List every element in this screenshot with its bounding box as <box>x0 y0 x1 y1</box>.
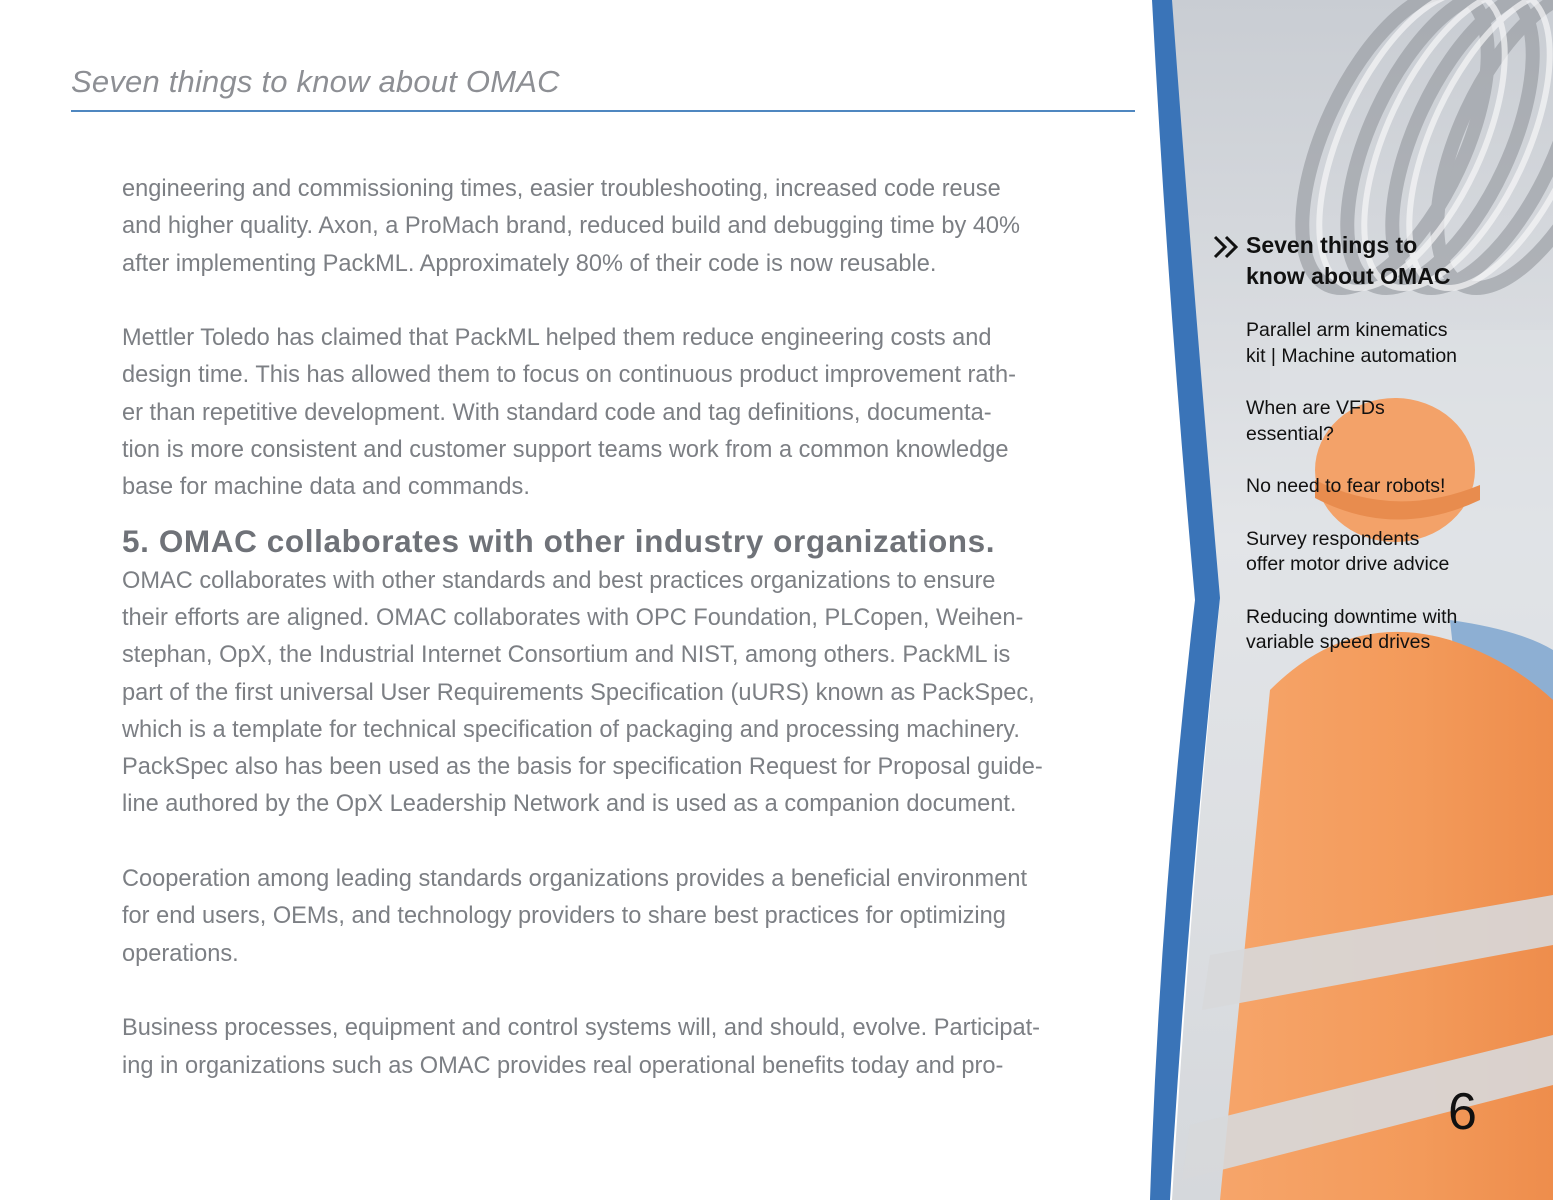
page-title: Seven things to know about OMAC <box>71 64 560 99</box>
text-line: tion is more consistent and customer support teams work from a common knowledge <box>122 437 1009 464</box>
double-chevron-right-icon <box>1212 234 1242 260</box>
text-line: which is a template for technical specification of packaging and processing machinery. <box>122 716 1020 743</box>
text-line: their efforts are aligned. OMAC collaborates with OPC Foundation, PLCopen, Weihen- <box>122 604 1024 631</box>
page-number: 6 <box>1448 1083 1477 1141</box>
text-line: for end users, OEMs, and technology providers to share best practices for optimizing <box>122 903 1006 930</box>
text-line: part of the first universal User Requirements Specification (uURS) known as PackSpec, <box>122 679 1035 706</box>
sidebar-nav <box>1210 230 1500 683</box>
nav-current-label: Seven things to know about OMAC <box>1246 232 1451 289</box>
text-line: er than repetitive development. With standard code and tag definitions, documenta- <box>122 399 992 426</box>
text-line: Mettler Toledo has claimed that PackML helped them reduce engineering costs and <box>122 325 992 352</box>
text-line: design time. This has allowed them to focus on continuous product improvement rath- <box>122 362 1016 389</box>
text-line: after implementing PackML. Approximately 80% of their code is now reusable. <box>122 250 937 277</box>
nav-item-downtime[interactable]: Reducing downtime with variable speed drives <box>1246 605 1458 653</box>
text-line: and higher quality. Axon, a ProMach brand, reduced build and debugging time by 40% <box>122 213 1021 240</box>
nav-item-parallel-arm[interactable]: Parallel arm kinematics kit | Machine automation <box>1246 319 1458 367</box>
text-line: stephan, OpX, the Industrial Internet Consortium and NIST, among others. PackML is <box>122 642 1011 669</box>
nav-item-vfds[interactable]: When are VFDs essential? <box>1246 397 1385 445</box>
section-heading: 5. OMAC collaborates with other industry organizations. <box>122 522 996 559</box>
nav-item-robots[interactable]: No need to fear robots! <box>1246 475 1446 497</box>
text-line: PackSpec also has been used as the basis for specification Request for Proposal guide- <box>122 754 1043 781</box>
text-line: Cooperation among leading standards organizations provides a beneficial environment <box>122 866 1027 893</box>
nav-item-survey[interactable]: Survey respondents offer motor drive advice <box>1246 527 1450 575</box>
page-header <box>71 62 1135 112</box>
text-line: operations. <box>122 940 239 967</box>
text-line: Business processes, equipment and control systems will, and should, evolve. Participat- <box>122 1015 1040 1042</box>
text-line: engineering and commissioning times, easier troubleshooting, increased code reuse <box>122 176 1001 202</box>
text-line: OMAC collaborates with other standards and best practices organizations to ensure <box>122 567 996 594</box>
text-line: ing in organizations such as OMAC provides real operational benefits today and pro- <box>122 1052 1004 1079</box>
text-line: line authored by the OpX Leadership Network and is used as a companion document. <box>122 791 1017 818</box>
nav-item-current[interactable] <box>1210 230 1500 292</box>
text-line: base for machine data and commands. <box>122 474 530 501</box>
article-body <box>122 171 1114 1085</box>
